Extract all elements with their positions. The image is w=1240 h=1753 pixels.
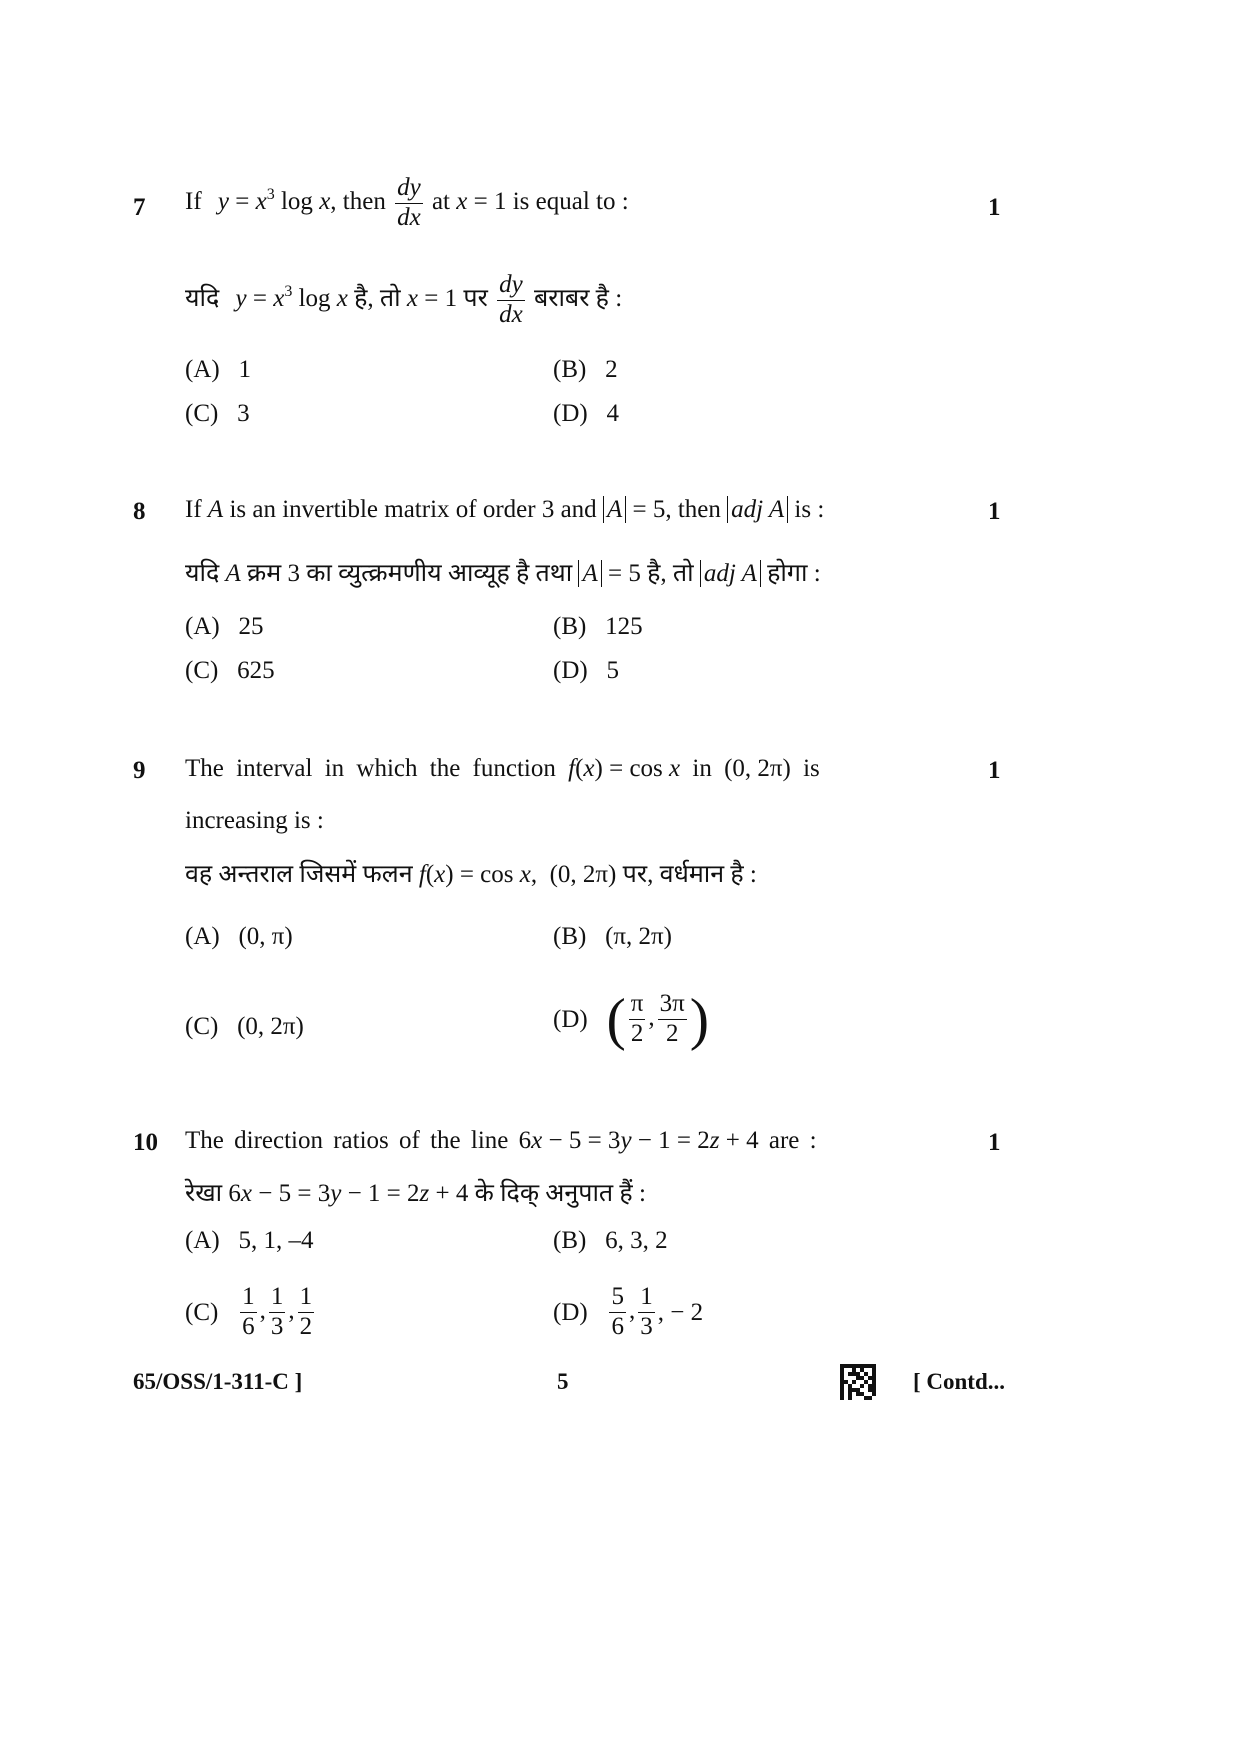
q8-number: 8 xyxy=(133,498,146,525)
q8-text-end: is : xyxy=(794,496,825,523)
q9-number: 9 xyxy=(133,757,146,784)
q9-text-is: is xyxy=(803,755,820,782)
q7-number: 7 xyxy=(133,194,146,221)
q7-text-at: at xyxy=(431,187,450,215)
q9-option-d: (D) ( $\frac{\pi}{2}$ , $\frac{3\pi}{2}$ ) xyxy=(553,986,710,1052)
q7-hindi-par: पर xyxy=(463,284,488,312)
q7-hindi-derivative-fraction: $\frac{dy}{dx}$ xyxy=(499,271,523,328)
q10-hindi-end: के दिक् अनुपात हैं : xyxy=(474,1180,646,1207)
q10-hindi-text xyxy=(185,1181,646,1206)
q9-english-line2: increasing is : xyxy=(185,807,324,834)
q10-text-pre: The direction ratios of the line xyxy=(185,1127,509,1154)
q8-english-text: If A is an invertible matrix of order 3 and A = 5, then adj A is : xyxy=(185,496,825,523)
qr-code-icon xyxy=(840,1364,876,1400)
q9-marks: 1 xyxy=(988,757,1001,784)
q10-option-c-frac2: $\frac{1}{3}$ xyxy=(270,1283,284,1340)
q8-hindi-mid: क्रम 3 का व्युत्क्रमणीय आव्यूह है तथा xyxy=(247,560,573,587)
q7-hindi-expression: $y = x^3$ log x xyxy=(235,282,348,312)
q10-option-c-frac3: $\frac{1}{2}$ xyxy=(299,1283,313,1340)
q8-det-adj-a: adj A xyxy=(727,496,788,523)
q9-interval: (0, 2π) xyxy=(724,755,791,782)
paper-code: 65/OSS/1-311-C ] xyxy=(133,1369,303,1394)
q10-english-text xyxy=(185,1128,817,1153)
q7-derivative-fraction: $\frac{dy}{dx}$ xyxy=(397,174,421,231)
q10-option-b: (B) 6, 3, 2 xyxy=(553,1227,668,1254)
q7-marks: 1 xyxy=(988,194,1001,221)
q8-hindi-end: होगा : xyxy=(767,560,821,587)
q8-option-c: (C) 625 xyxy=(185,657,275,684)
q9-hindi-end: पर, वर्धमान है : xyxy=(622,861,757,888)
q8-option-d: (D) 5 xyxy=(553,657,619,684)
q9-option-b: (B) (π, 2π) xyxy=(553,923,672,950)
q9-hindi-text xyxy=(185,862,757,887)
q8-det-a: A = 5 xyxy=(603,496,665,523)
q7-option-c: (C) 3 xyxy=(185,400,250,427)
q7-x-equals: x = 1 xyxy=(456,187,507,215)
q7-text-then: , then xyxy=(330,187,386,215)
q7-english-text xyxy=(185,174,629,233)
q7-hindi-text xyxy=(185,271,622,330)
q8-hindi-mid2: है, तो xyxy=(647,560,694,587)
q10-hindi-line-equation: 6x − 5 = 3y − 1 = 2z + 4 xyxy=(228,1180,469,1207)
page-number: 5 xyxy=(557,1369,569,1394)
q7-hindi-x-equals: x = 1 xyxy=(406,284,458,312)
q7-option-b: (B) 2 xyxy=(553,356,618,383)
q10-option-c: (C) $\frac{1}{6}$ , $\frac{1}{3}$ , $\frac{1}{2}$ xyxy=(185,1283,313,1340)
q9-function: f(x) = cos x xyxy=(568,755,681,782)
q9-option-c: (C) (0, 2π) xyxy=(185,1013,304,1040)
q10-line-equation: 6x − 5 = 3y − 1 = 2z + 4 xyxy=(518,1127,759,1154)
q7-text-if: If xyxy=(185,187,202,215)
q9-option-a: (A) (0, π) xyxy=(185,923,293,950)
q10-option-d-frac1: $\frac{5}{6}$ xyxy=(611,1283,624,1340)
q8-text-mid: is an invertible matrix of order 3 and xyxy=(229,496,597,523)
q9-english-text xyxy=(185,756,820,781)
q10-option-a: (A) 5, 1, –4 xyxy=(185,1227,314,1254)
q8-hindi-det-a: A = 5 xyxy=(578,560,640,587)
q9-option-d-frac1: $\frac{\pi}{2}$ xyxy=(630,990,644,1047)
q10-number: 10 xyxy=(133,1129,158,1156)
q9-text-in: in xyxy=(692,755,712,782)
q10-marks: 1 xyxy=(988,1129,1001,1156)
q7-expression: $y = x^3$ log x xyxy=(217,185,331,215)
q10-hindi-pre: रेखा xyxy=(185,1180,223,1207)
q7-hindi-mid: है, तो xyxy=(354,284,401,312)
q7-text-end: is equal to : xyxy=(512,187,629,215)
q10-text-end: are : xyxy=(768,1127,817,1154)
q10-option-d-frac2: $\frac{1}{3}$ xyxy=(640,1283,653,1340)
q8-option-b: (B) 125 xyxy=(553,613,643,640)
q7-option-d: (D) 4 xyxy=(553,400,619,427)
q10-option-d: (D) $\frac{5}{6}$ , $\frac{1}{3}$ , − 2 xyxy=(553,1283,704,1340)
q10-option-c-frac1: $\frac{1}{6}$ xyxy=(242,1283,255,1340)
q8-hindi-text: यदि A क्रम 3 का व्युत्क्रमणीय आव्यूह है तथा A = 5 है, तो adj A होगा : xyxy=(185,560,821,587)
q9-text-pre: The interval in which the function xyxy=(185,755,556,782)
q8-hindi-det-adj-a: adj A xyxy=(700,560,761,587)
q9-hindi-function: f(x) = cos x, (0, 2π) xyxy=(418,861,617,888)
q7-option-a: (A) 1 xyxy=(185,356,251,383)
q9-option-d-frac2: $\frac{3\pi}{2}$ xyxy=(659,990,685,1047)
q8-option-a: (A) 25 xyxy=(185,613,264,640)
q7-hindi-pre: यदि xyxy=(185,284,220,312)
q8-text-then: , then xyxy=(665,496,721,523)
q9-hindi-pre: वह अन्तराल जिसमें फलन xyxy=(185,861,413,888)
q7-hindi-end: बराबर है : xyxy=(533,284,623,312)
q8-marks: 1 xyxy=(988,498,1001,525)
contd-label: [ Contd... xyxy=(913,1369,1006,1394)
